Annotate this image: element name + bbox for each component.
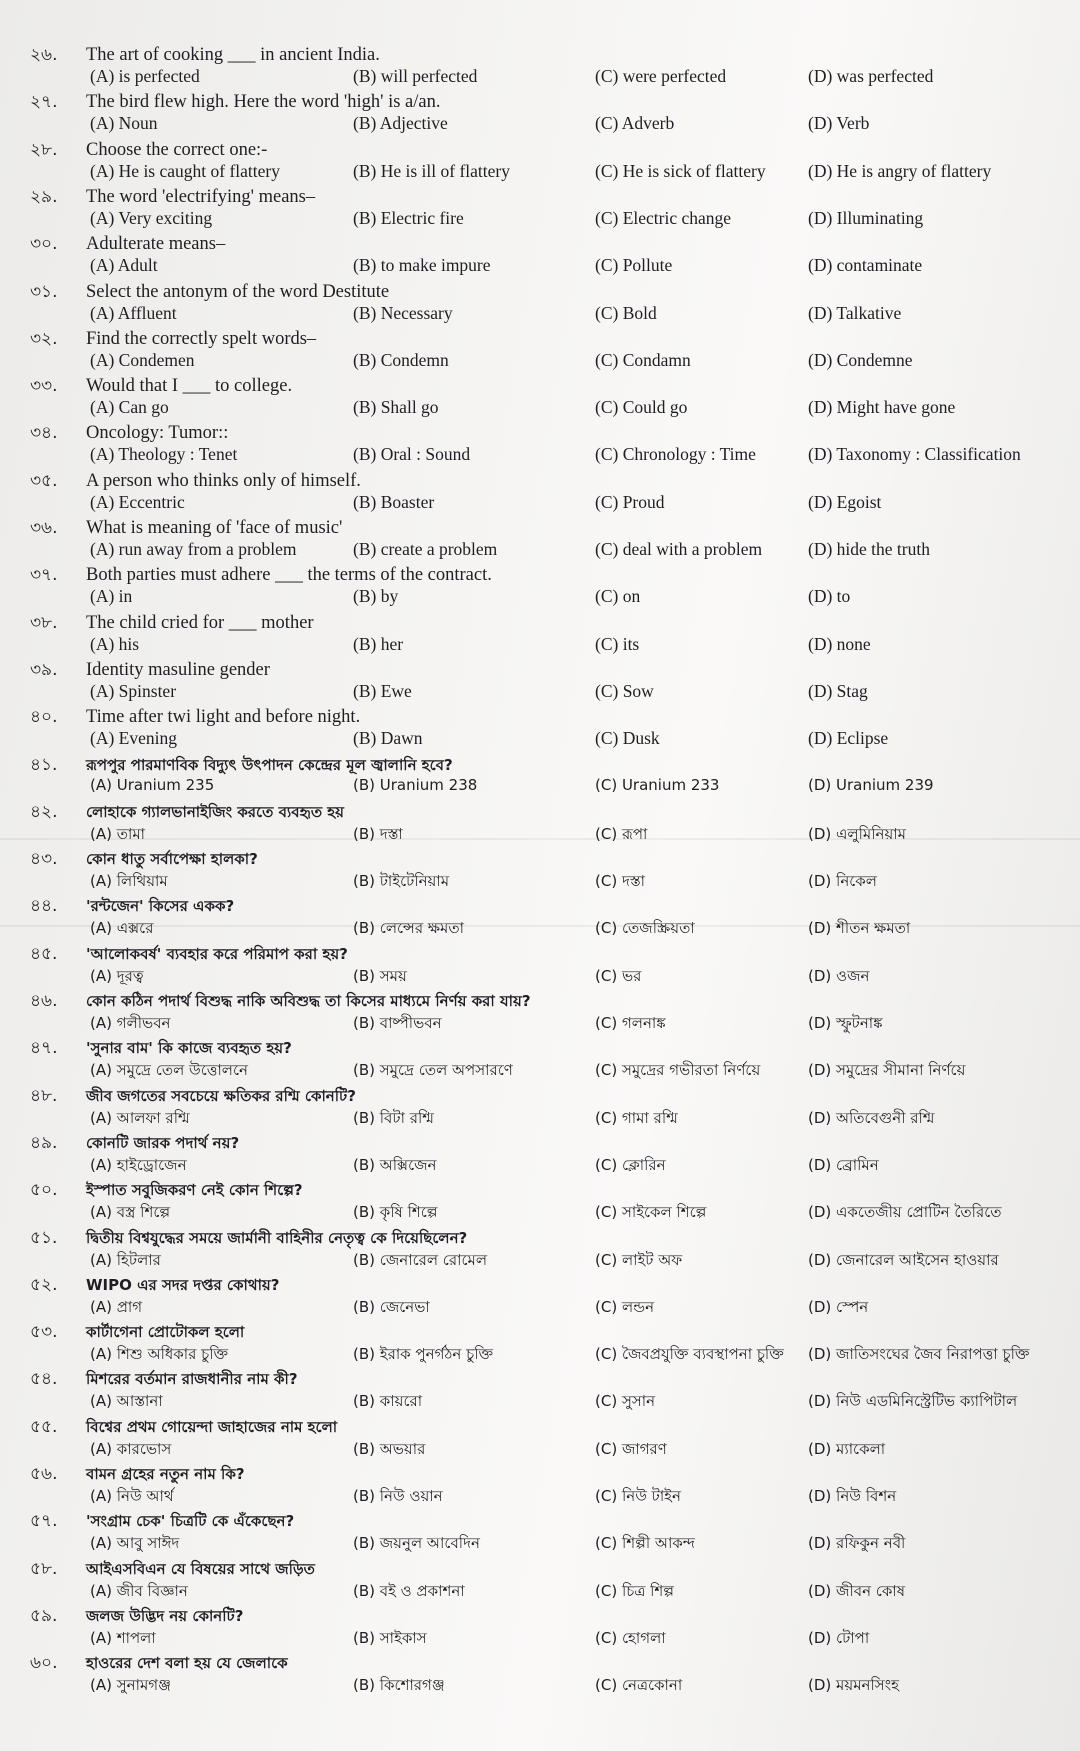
option-c: (C) লাইট অফ: [595, 1250, 683, 1269]
question-item: [30, 42, 1070, 90]
option-b: (B) Boaster: [353, 491, 435, 512]
question-text: The child cried for ___ mother: [86, 612, 314, 633]
question-item: [30, 1556, 1070, 1604]
question-line: [30, 42, 380, 70]
option-b: (B) Adjective: [353, 113, 448, 134]
option-a: (A) হিটলার: [90, 1250, 161, 1269]
option-c: (C) সুসান: [595, 1392, 656, 1411]
option-d: (D) সমুদ্রের সীমানা নির্ণয়ে: [808, 1061, 966, 1080]
option-d: (D) Uranium 239: [808, 775, 934, 794]
question-number: ৪৫.: [30, 943, 58, 964]
question-line: [30, 468, 361, 496]
option-b: (B) সাইকাস: [353, 1628, 427, 1647]
option-b: (B) কায়রো: [353, 1392, 423, 1411]
option-a: (A) জীব বিজ্ঞান: [90, 1581, 188, 1600]
question-text: কার্টাগেনা প্রোটোকল হলো: [86, 1323, 245, 1342]
option-a: (A) তামা: [90, 824, 146, 843]
option-c: (C) গামা রশ্মি: [595, 1108, 678, 1127]
question-text: Time after twi light and before night.: [86, 707, 361, 728]
question-number: ৫৪.: [30, 1369, 58, 1390]
question-text: লোহাকে গ্যালভানাইজিং করতে ব্যবহৃত হয়: [86, 802, 345, 821]
option-b: (B) create a problem: [353, 539, 498, 559]
option-b: (B) সময়: [353, 966, 407, 985]
option-a: (A) আস্তানা: [90, 1392, 163, 1411]
option-a: (A) Condemen: [90, 349, 195, 370]
question-item: [30, 89, 1070, 137]
question-item: [30, 231, 1070, 279]
question-line: [30, 941, 348, 969]
option-c: (C) Dusk: [595, 728, 660, 749]
question-item: [30, 515, 1070, 563]
question-text: আইএসবিএন যে বিষয়ের সাথে জড়িত: [86, 1559, 315, 1578]
question-number: ৫৭.: [30, 1511, 58, 1532]
question-number: ৩৩.: [30, 376, 58, 397]
option-c: (C) লন্ডন: [595, 1297, 655, 1316]
question-text: হাওরের দেশ বলা হয় যে জেলাকে: [86, 1654, 288, 1673]
option-b: (B) জেনেভা: [353, 1297, 430, 1316]
option-a: (A) প্রাগ: [90, 1297, 143, 1316]
question-item: [30, 1177, 1070, 1225]
question-number: ৩২.: [30, 328, 58, 349]
question-text: The art of cooking ___ in ancient India.: [86, 45, 380, 65]
question-item: [30, 279, 1070, 327]
question-text: জলজ উদ্ভিদ নয় কোনটি?: [86, 1606, 244, 1625]
option-b: (B) অভয়ার: [353, 1439, 426, 1458]
option-d: (D) ওজন: [808, 966, 870, 985]
question-item: [30, 468, 1070, 516]
question-number: ৫৯.: [30, 1605, 58, 1626]
option-b: (B) Dawn: [353, 728, 423, 749]
option-d: (D) Might have gone: [808, 397, 956, 418]
option-b: (B) বিটা রশ্মি: [353, 1108, 434, 1127]
option-d: (D) Condemne: [808, 349, 913, 370]
question-item: [30, 657, 1070, 705]
question-number: ৫৩.: [30, 1322, 58, 1343]
question-item: [30, 1603, 1070, 1651]
question-number: ৫১.: [30, 1227, 58, 1248]
option-c: (C) were perfected: [595, 66, 727, 86]
question-item: [30, 1130, 1070, 1178]
question-number: ২৯.: [30, 186, 58, 207]
option-d: (D) নিউ বিশন: [808, 1487, 897, 1505]
option-d: (D) ব্রোমিন: [808, 1155, 879, 1174]
question-text: কোন ধাতু সর্বাপেক্ষা হালকা?: [86, 850, 258, 869]
question-line: [30, 1083, 356, 1111]
option-c: (C) Uranium 233: [595, 775, 720, 794]
option-c: (C) চিত্র শিল্প: [595, 1581, 674, 1600]
question-text: The word 'electrifying' means–: [86, 186, 316, 207]
option-a: (A) He is caught of flattery: [90, 160, 280, 181]
question-text: মিশরের বর্তমান রাজধানীর নাম কী?: [86, 1370, 298, 1389]
option-a: (A) in: [90, 586, 133, 607]
question-number: ২৬.: [30, 45, 58, 65]
option-a: (A) run away from a problem: [90, 539, 297, 559]
question-text: বিশ্বের প্রথম গোয়েন্দা জাহাজের নাম হলো: [86, 1417, 338, 1436]
question-number: ৪৩.: [30, 849, 58, 870]
question-line: [30, 1414, 337, 1442]
question-number: ৩১.: [30, 281, 58, 302]
question-item: [30, 1083, 1070, 1131]
option-d: (D) স্ফুটনাঙ্ক: [808, 1014, 883, 1032]
option-d: (D) অতিবেগুনী রশ্মি: [808, 1108, 935, 1127]
question-item: [30, 610, 1070, 658]
option-a: (A) নিউ আর্থ: [90, 1487, 174, 1505]
option-a: (A) আবু সাঈদ: [90, 1534, 180, 1553]
option-a: (A) গলীভবন: [90, 1014, 171, 1032]
option-d: (D) ম্যাকেলা: [808, 1439, 886, 1458]
option-c: (C) Chronology : Time: [595, 444, 756, 465]
question-item: [30, 1225, 1070, 1273]
option-d: (D) জীবন কোষ: [808, 1581, 906, 1600]
option-a: (A) দূরত্ব: [90, 966, 144, 985]
option-b: (B) ইরাক পুনর্গঠন চুক্তি: [353, 1345, 494, 1364]
option-b: (B) Oral : Sound: [353, 444, 471, 465]
question-text: 'রন্টজেন' কিসের একক?: [86, 897, 235, 916]
question-item: [30, 137, 1070, 185]
option-b: (B) to make impure: [353, 255, 491, 276]
question-number: ৫৫.: [30, 1416, 58, 1437]
option-a: (A) Very exciting: [90, 207, 213, 228]
option-c: (C) সমুদ্রের গভীরতা নির্ণয়ে: [595, 1061, 761, 1080]
option-c: (C) নেত্রকোনা: [595, 1676, 683, 1695]
option-b: (B) জয়নুল আবেদিন: [353, 1534, 480, 1553]
question-text: দ্বিতীয় বিশ্বযুদ্ধের সময়ে জার্মানী বাহিনীর নেতৃত্ব কে দিয়েছিলেন?: [86, 1228, 468, 1247]
option-a: (A) Affluent: [90, 302, 177, 323]
option-a: (A) his: [90, 633, 140, 654]
option-c: (C) Condamn: [595, 349, 691, 370]
option-d: (D) রফিকুন নবী: [808, 1534, 906, 1553]
option-a: (A) Evening: [90, 728, 177, 749]
option-c: (C) গলনাঙ্ক: [595, 1014, 666, 1032]
option-c: (C) হোগলা: [595, 1628, 666, 1647]
question-item: [30, 1414, 1070, 1462]
option-b: (B) দস্তা: [353, 824, 403, 843]
option-d: (D) ময়মনসিংহ: [808, 1676, 900, 1695]
option-b: (B) by: [353, 586, 399, 607]
option-c: (C) রূপা: [595, 824, 648, 843]
option-d: (D) Eclipse: [808, 728, 889, 749]
option-c: (C) শিল্পী আকন্দ: [595, 1534, 695, 1553]
option-b: (B) সমুদ্রে তেল অপসারণে: [353, 1061, 513, 1080]
option-c: (C) Pollute: [595, 255, 673, 276]
question-item: [30, 420, 1070, 468]
question-text: 'সংগ্রাম চেক' চিত্রটি কে এঁকেছেন?: [86, 1512, 295, 1531]
question-item: [30, 988, 1070, 1036]
question-text: ইস্পাত সবুজিকরণ নেই কোন শিল্পে?: [86, 1181, 303, 1200]
option-b: (B) Electric fire: [353, 207, 464, 228]
option-b: (B) বাষ্পীভবন: [353, 1014, 442, 1032]
option-a: (A) Theology : Tenet: [90, 444, 238, 465]
option-b: (B) her: [353, 633, 404, 654]
option-b: (B) Shall go: [353, 397, 439, 418]
question-number: ৩০.: [30, 234, 58, 255]
option-d: (D) none: [808, 633, 871, 654]
question-item: [30, 941, 1070, 989]
question-number: ৪৮.: [30, 1085, 58, 1106]
option-a: (A) বস্ত্র শিল্পে: [90, 1203, 171, 1222]
question-text: জীব জগতের সবচেয়ে ক্ষতিকর রশ্মি কোনটি?: [86, 1086, 356, 1105]
question-text: WIPO এর সদর দপ্তর কোথায়?: [86, 1275, 280, 1294]
question-number: ৪৭.: [30, 1038, 58, 1059]
option-b: (B) কিশোরগঞ্জ: [353, 1676, 445, 1695]
question-number: ৫৬.: [30, 1464, 58, 1484]
option-d: (D) জেনারেল আইসেন হাওয়ার: [808, 1250, 999, 1269]
question-line: [30, 799, 344, 827]
option-a: (A) সুনামগঞ্জ: [90, 1676, 171, 1695]
option-a: (A) Eccentric: [90, 491, 185, 512]
question-number: ৬০.: [30, 1653, 58, 1674]
option-d: (D) was perfected: [808, 66, 934, 86]
question-text: Choose the correct one:-: [86, 139, 268, 160]
question-text: 'আলোকবর্ষ' ব্যবহার করে পরিমাপ করা হয়?: [86, 944, 348, 963]
question-number: ৩৪.: [30, 423, 58, 444]
option-d: (D) Stag: [808, 680, 868, 701]
option-b: (B) will perfected: [353, 66, 478, 86]
question-number: ৪৬.: [30, 991, 58, 1011]
question-item: [30, 893, 1070, 941]
question-number: ৩৬.: [30, 518, 58, 538]
option-c: (C) its: [595, 633, 640, 654]
option-c: (C) তেজস্ক্রিয়তা: [595, 919, 695, 938]
option-d: (D) Verb: [808, 113, 870, 134]
option-a: (A) শিশু অধিকার চুক্তি: [90, 1345, 229, 1364]
question-item: [30, 752, 1070, 800]
question-number: ৫৮.: [30, 1558, 58, 1579]
question-number: ৩৮.: [30, 612, 58, 633]
question-text: Oncology: Tumor::: [86, 423, 229, 444]
question-text: রূপপুর পারমাণবিক বিদ্যুৎ উৎপাদন কেন্দ্রের মূল জ্বালানি হবে?: [86, 755, 453, 774]
question-number: ৩৫.: [30, 470, 58, 491]
question-text: 'সুনার বাম' কি কাজে ব্যবহৃত হয়?: [86, 1039, 292, 1058]
option-c: (C) সাইকেল শিল্পে: [595, 1203, 707, 1222]
option-b: (B) টাইটেনিয়াম: [353, 872, 450, 891]
option-d: (D) শীতন ক্ষমতা: [808, 919, 911, 938]
question-item: [30, 799, 1070, 847]
question-text: Would that I ___ to college.: [86, 376, 293, 397]
question-line: [30, 704, 360, 732]
option-c: (C) deal with a problem: [595, 539, 763, 559]
option-b: (B) নিউ ওয়ান: [353, 1487, 443, 1505]
option-c: (C) on: [595, 586, 641, 607]
question-number: ৪২.: [30, 801, 58, 822]
option-b: (B) লেন্সের ক্ষমতা: [353, 919, 464, 938]
option-a: (A) এক্সরে: [90, 919, 154, 938]
question-item: [30, 1035, 1070, 1083]
option-c: (C) Could go: [595, 397, 688, 418]
option-d: (D) স্পেন: [808, 1297, 869, 1316]
question-text: Adulterate means–: [86, 234, 226, 255]
option-c: (C) Bold: [595, 302, 657, 323]
option-c: (C) ভর: [595, 966, 642, 985]
option-c: (C) Sow: [595, 680, 654, 701]
option-a: (A) Adult: [90, 255, 158, 276]
option-a: (A) কারভোস: [90, 1439, 172, 1458]
option-b: (B) বই ও প্রকাশনা: [353, 1581, 465, 1600]
option-d: (D) hide the truth: [808, 539, 930, 559]
question-number: ২৭.: [30, 92, 58, 113]
question-text: কোন কঠিন পদার্থ বিশুদ্ধ নাকি অবিশুদ্ধ তা কিসের মাধ্যমে নির্ণয় করা যায়?: [86, 992, 531, 1010]
question-number: ৪০.: [30, 707, 58, 728]
option-b: (B) He is ill of flattery: [353, 160, 510, 181]
option-b: (B) Condemn: [353, 349, 449, 370]
question-text: বামন গ্রহের নতুন নাম কি?: [86, 1465, 245, 1483]
question-text: Both parties must adhere ___ the terms of the contract.: [86, 565, 492, 586]
question-item: [30, 1650, 1070, 1698]
option-a: (A) সমুদ্রে তেল উত্তোলনে: [90, 1061, 248, 1080]
question-text: Find the correctly spelt words–: [86, 328, 317, 349]
option-c: (C) Proud: [595, 491, 665, 512]
question-text: Select the antonym of the word Destitute: [86, 281, 390, 302]
question-item: [30, 373, 1070, 421]
option-b: (B) জেনারেল রোমেল: [353, 1250, 488, 1269]
question-number: ৪৪.: [30, 896, 58, 917]
question-item: [30, 562, 1070, 610]
option-c: (C) He is sick of flattery: [595, 160, 766, 181]
option-d: (D) He is angry of flattery: [808, 160, 992, 181]
question-line: [30, 1272, 279, 1300]
question-line: [30, 610, 314, 638]
option-b: (B) Ewe: [353, 680, 412, 701]
option-c: (C) জাগরণ: [595, 1439, 667, 1458]
option-c: (C) দস্তা: [595, 872, 645, 891]
option-d: (D) এলুমিনিয়াম: [808, 824, 906, 843]
question-text: কোনটি জারক পদার্থ নয়?: [86, 1133, 240, 1152]
option-d: (D) নিউ এডমিনিস্ট্রেটিভ ক্যাপিটাল: [808, 1392, 1018, 1411]
option-d: (D) টোপা: [808, 1628, 870, 1647]
question-item: [30, 1272, 1070, 1320]
question-number: ৫০.: [30, 1180, 58, 1201]
option-d: (D) Illuminating: [808, 207, 924, 228]
option-a: (A) Noun: [90, 113, 158, 134]
question-number: ৪৯.: [30, 1132, 58, 1153]
question-item: [30, 184, 1070, 232]
question-number: ৫২.: [30, 1274, 58, 1295]
option-a: (A) is perfected: [90, 66, 200, 86]
option-c: (C) নিউ টাইন: [595, 1487, 681, 1505]
option-c: (C) ক্লোরিন: [595, 1155, 666, 1174]
question-item: [30, 1366, 1070, 1414]
option-d: (D) Taxonomy : Classification: [808, 444, 1021, 465]
option-a: (A) Spinster: [90, 680, 177, 701]
option-d: (D) একতেজীয় প্রোটিন তৈরিতে: [808, 1203, 1002, 1222]
question-number: ৪১.: [30, 754, 58, 775]
option-a: (A) শাপলা: [90, 1628, 156, 1647]
question-number: ২৮.: [30, 139, 58, 160]
option-d: (D) Talkative: [808, 302, 902, 323]
option-a: (A) আলফা রশ্মি: [90, 1108, 190, 1127]
question-item: [30, 846, 1070, 894]
option-c: (C) জৈবপ্রযুক্তি ব্যবস্থাপনা চুক্তি: [595, 1345, 784, 1364]
option-b: (B) কৃষি শিল্পে: [353, 1203, 438, 1222]
option-a: (A) Can go: [90, 397, 169, 418]
option-a: (A) হাইড্রোজেন: [90, 1155, 187, 1174]
question-item: [30, 1319, 1070, 1367]
question-number: ৩৯.: [30, 659, 58, 680]
option-d: (D) Egoist: [808, 491, 882, 512]
question-item: [30, 1461, 1070, 1509]
question-line: [30, 1366, 298, 1394]
option-d: (D) নিকেল: [808, 872, 877, 891]
option-a: (A) Uranium 235: [90, 775, 215, 794]
question-item: [30, 1508, 1070, 1556]
option-d: (D) contaminate: [808, 255, 923, 276]
option-d: (D) জাতিসংঘের জৈব নিরাপত্তা চুক্তি: [808, 1345, 1030, 1364]
option-a: (A) লিথিয়াম: [90, 872, 168, 891]
question-text: What is meaning of 'face of music': [86, 518, 343, 538]
question-line: [30, 279, 389, 307]
option-d: (D) to: [808, 586, 851, 607]
question-item: [30, 704, 1070, 752]
question-text: The bird flew high. Here the word 'high' is a/an.: [86, 92, 441, 113]
option-b: (B) Necessary: [353, 302, 453, 323]
question-item: [30, 326, 1070, 374]
option-b: (B) Uranium 238: [353, 775, 478, 794]
question-text: Identity masuline gender: [86, 659, 270, 680]
question-text: A person who thinks only of himself.: [86, 470, 361, 491]
option-c: (C) Adverb: [595, 113, 675, 134]
question-number: ৩৭.: [30, 565, 58, 586]
option-b: (B) অক্সিজেন: [353, 1155, 437, 1174]
option-c: (C) Electric change: [595, 207, 732, 228]
